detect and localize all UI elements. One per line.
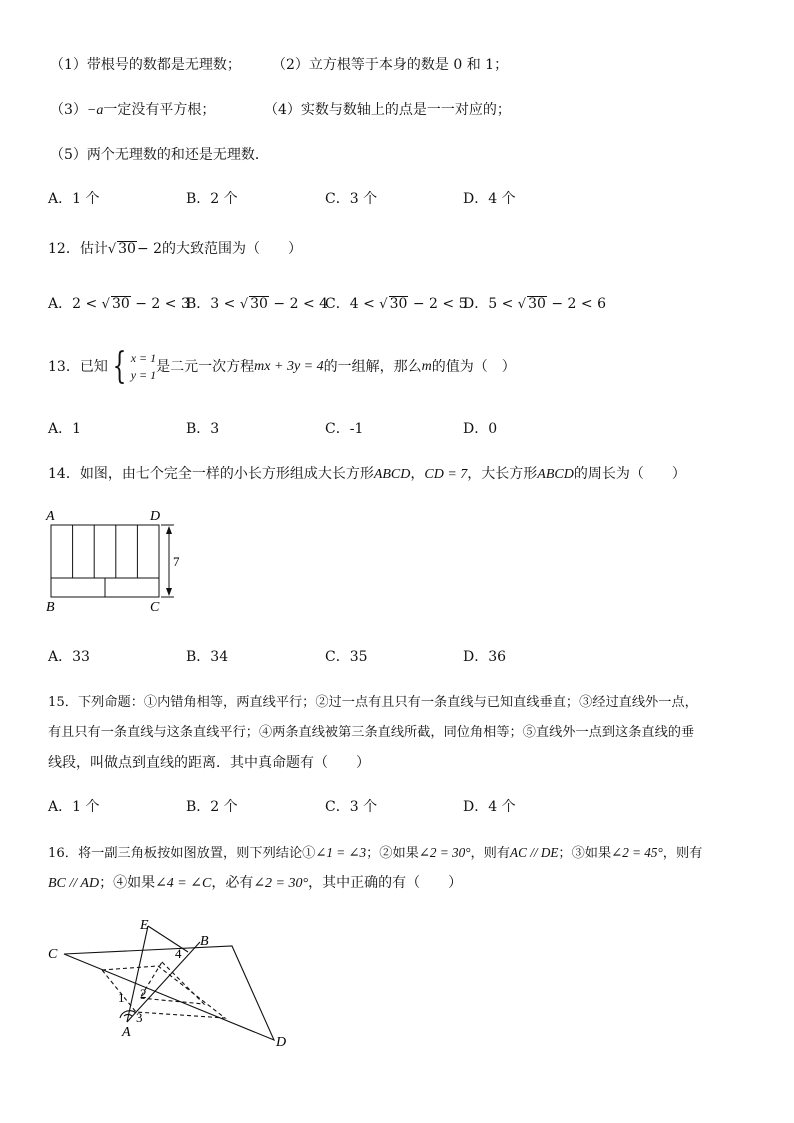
label-a: A: [46, 509, 55, 524]
angle-3-label: 3: [136, 1010, 143, 1025]
q12-option-c[interactable]: C．4 < √ 30 − 2 < 5: [325, 296, 468, 312]
q11-option-c[interactable]: C．3 个: [325, 191, 378, 207]
label-c: C: [48, 947, 58, 962]
q15-stem-line-1: 15．下列命题：①内错角相等，两直线平行；②过一点有且只有一条直线与已知直线垂直；③经过直线外一点，: [48, 695, 698, 710]
q14-option-c[interactable]: C．35: [325, 649, 368, 665]
q15-stem-line-2: 有且只有一条直线与这条直线平行；④两条直线被第三条直线所截，同位角相等；⑤直线外一点到这条直线的垂: [48, 725, 695, 740]
q12-option-d[interactable]: D．5 < √ 30 − 2 < 6: [463, 296, 606, 312]
angle-2-label: 2: [140, 986, 147, 1001]
q14-option-d[interactable]: D．36: [463, 649, 507, 665]
q15-option-d[interactable]: D．4 个: [463, 799, 516, 815]
q15-option-c[interactable]: C．3 个: [325, 799, 378, 815]
label-b: B: [200, 934, 209, 949]
q13-stem: 13．已知 { x = 1 y = 1是二元一次方程mx + 3y = 4的一组解，那么m的值为（ ）: [48, 346, 516, 387]
q13-option-b[interactable]: B．3: [186, 421, 220, 437]
big-triangle: [64, 946, 274, 1040]
q11-option-d[interactable]: D．4 个: [463, 191, 516, 207]
q11-statement-4: （4）实数与数轴上的点是一一对应的；: [264, 102, 511, 118]
q16-stem-line-2: BC // AD；④如果∠4 = ∠C，必有∠2 = 30°，其中正确的有（ ）: [48, 875, 463, 891]
q11-statement-1: （1）带根号的数都是无理数；: [50, 57, 241, 73]
q15-option-b[interactable]: B．2 个: [186, 799, 238, 815]
q11-statement-2: （2）立方根等于本身的数是 0 和 1；: [272, 57, 509, 73]
q11-option-a[interactable]: A．1 个: [48, 191, 100, 207]
q11-option-b[interactable]: B．2 个: [186, 191, 238, 207]
q14-rectangle-figure: [40, 506, 200, 618]
q11-statement-3: （3）−a一定没有平方根；: [50, 102, 216, 118]
q12-option-b[interactable]: B．3 < √ 30 − 2 < 4: [186, 296, 329, 312]
q12-option-a[interactable]: A．2 < √ 30 − 2 < 3: [48, 296, 190, 312]
angle-1-label: 1: [118, 990, 125, 1005]
q12-stem: 12．估计√ 30− 2的大致范围为（ ）: [48, 241, 303, 257]
q15-stem-line-3: 线段，叫做点到直线的距离．其中真命题有（ ）: [48, 755, 370, 771]
brace-symbol: {: [112, 346, 127, 387]
equation-system: x = 1 y = 1: [130, 351, 157, 382]
q13-option-a[interactable]: A．1: [48, 421, 82, 437]
label-c: C: [150, 600, 160, 615]
q16-triangle-figure: [40, 912, 300, 1052]
label-b: B: [46, 600, 55, 615]
q13-option-c[interactable]: C．-1: [325, 421, 364, 437]
q13-option-d[interactable]: D．0: [463, 421, 498, 437]
q15-option-a[interactable]: A．1 个: [48, 799, 100, 815]
dimension-label: 7: [173, 554, 180, 569]
q14-option-b[interactable]: B．34: [186, 649, 229, 665]
label-d: D: [276, 1035, 287, 1050]
q14-stem: 14．如图，由七个完全一样的小长方形组成大长方形ABCD，CD = 7，大长方形ABCD的周长为（ ）: [48, 466, 686, 482]
label-d: D: [150, 509, 161, 524]
q14-option-a[interactable]: A．33: [48, 649, 90, 665]
angle-4-label: 4: [175, 946, 182, 961]
label-a: A: [122, 1025, 131, 1040]
q16-stem-line-1: 16．将一副三角板按如图放置，则下列结论①∠1 = ∠3；②如果∠2 = 30°，则有AC // DE；③如果∠2 = 45°，则有: [48, 845, 703, 861]
label-e: E: [140, 918, 149, 933]
q11-statement-5: （5）两个无理数的和还是无理数．: [50, 147, 269, 163]
